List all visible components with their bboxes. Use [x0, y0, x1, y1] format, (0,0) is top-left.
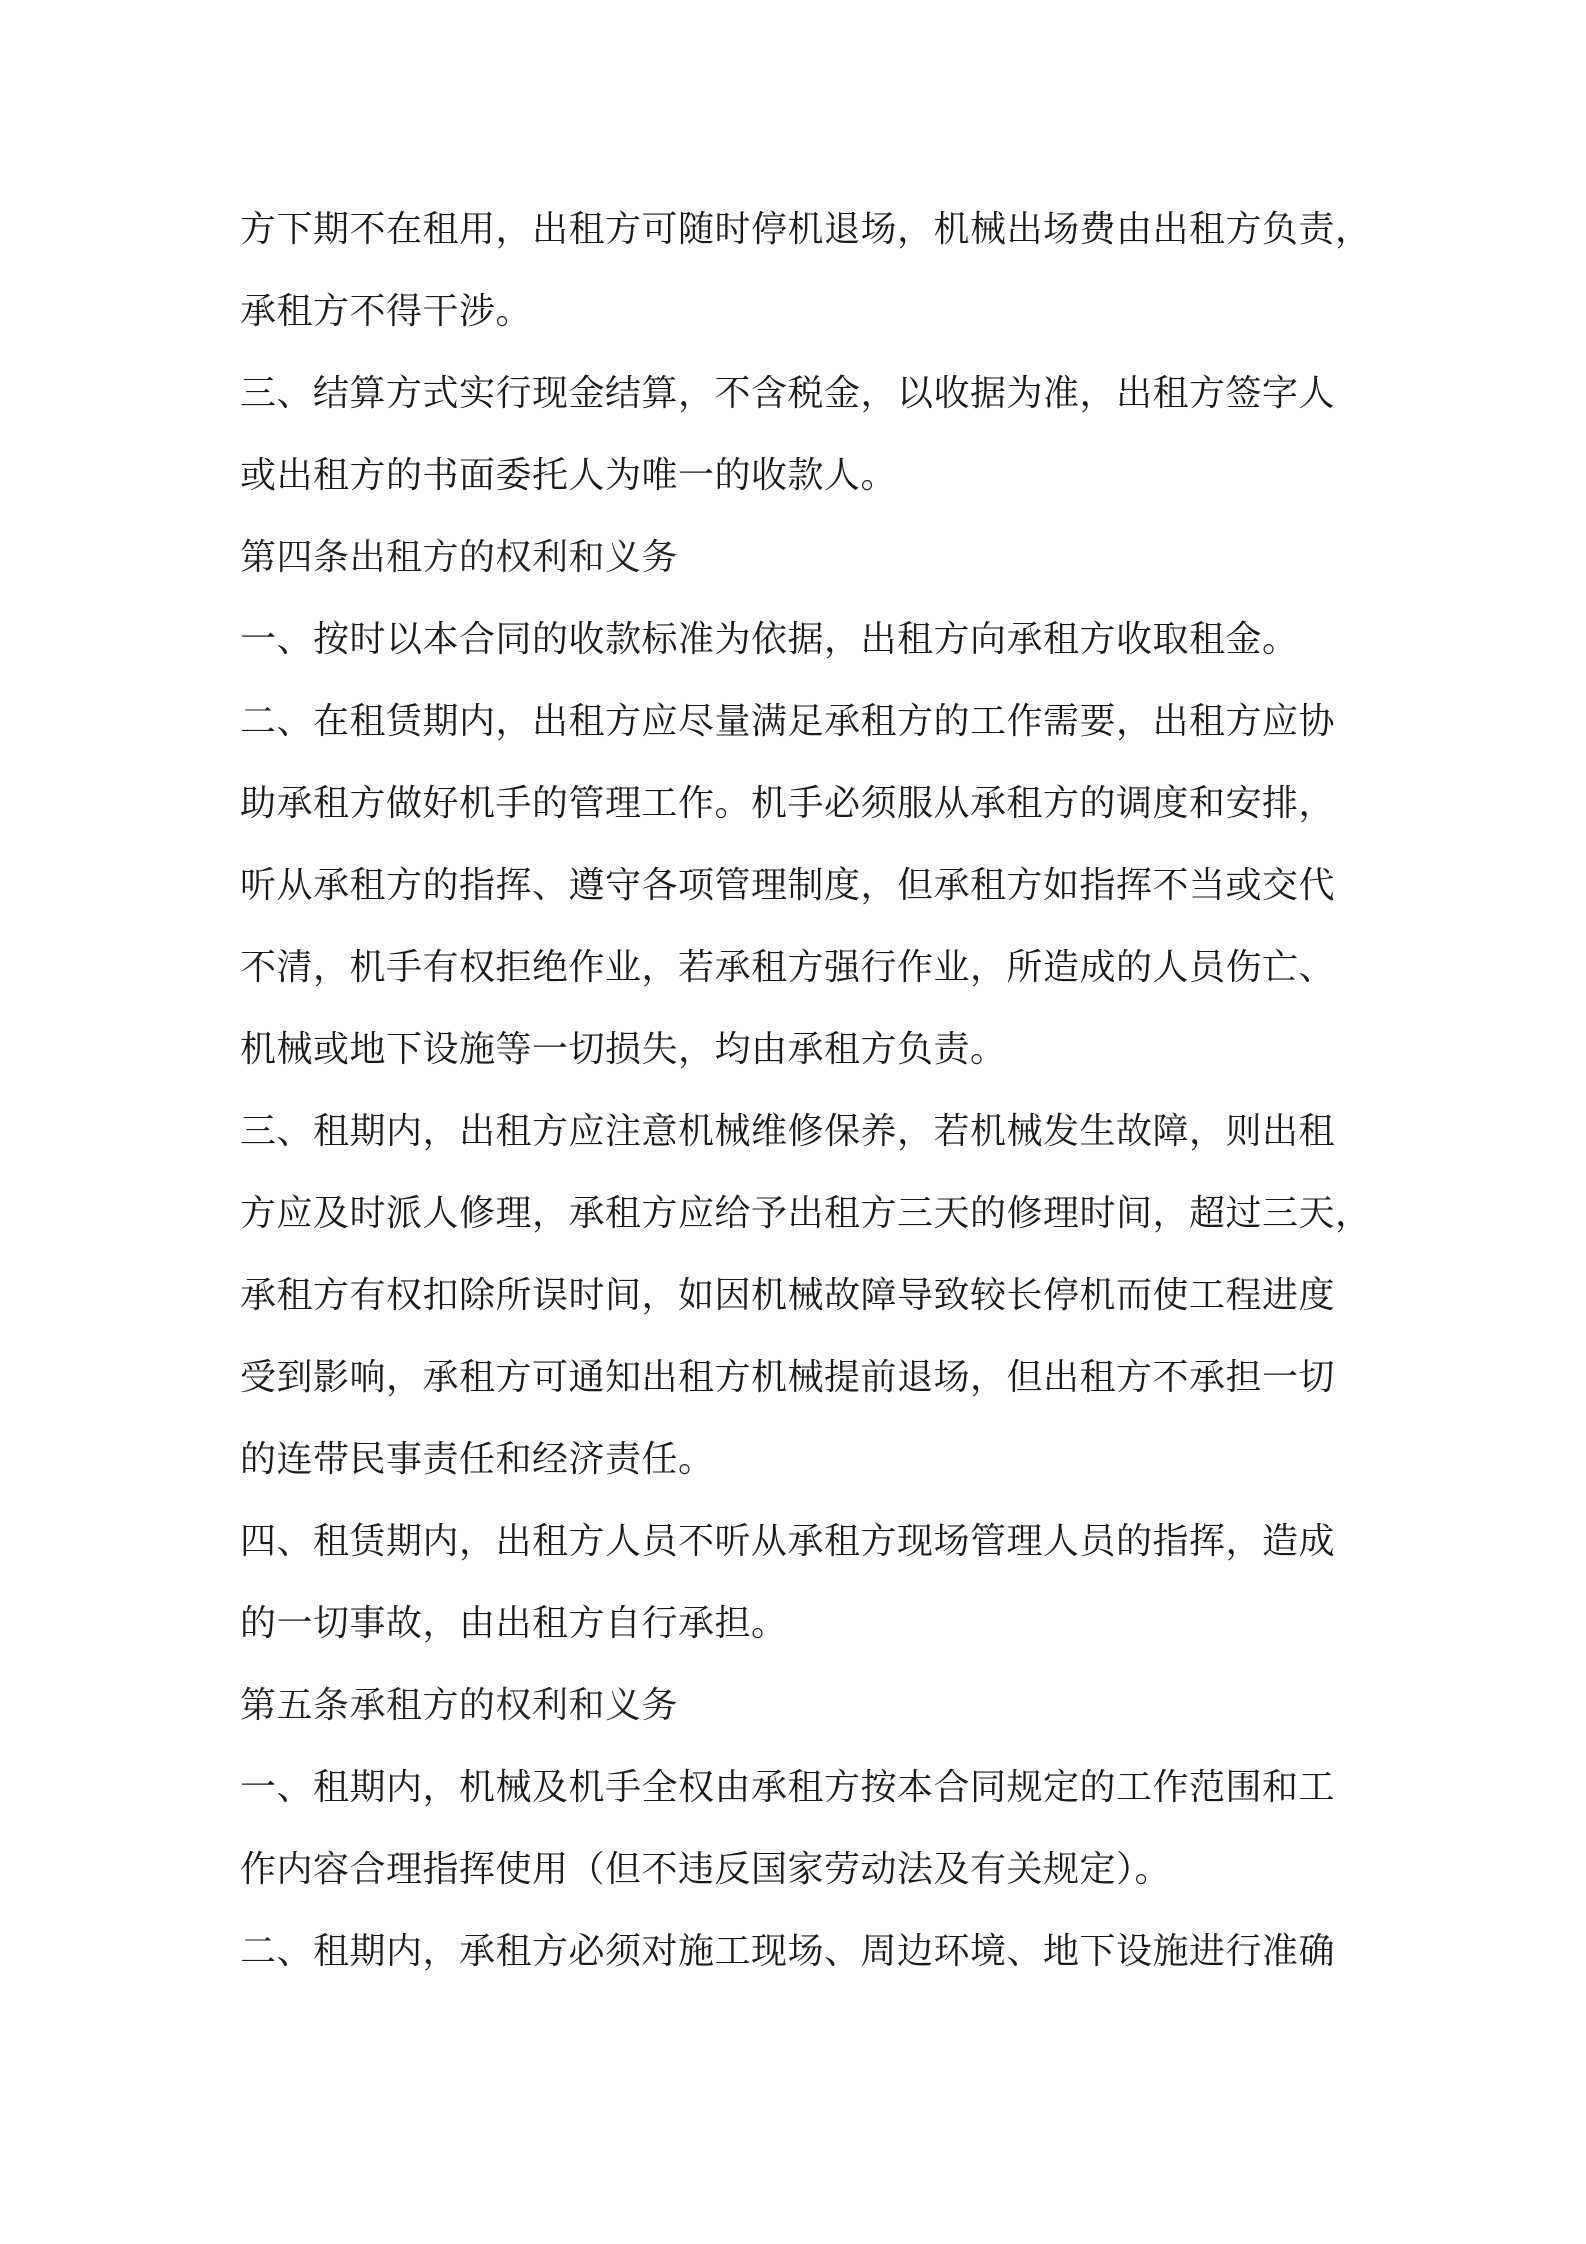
- text-line: 或出租方的书面委托人为唯一的收款人。: [240, 455, 898, 496]
- text-line: 的一切事故，由出租方自行承担。: [240, 1603, 788, 1644]
- text-line: 作内容合理指挥使用（但不违反国家劳动法及有关规定）。: [240, 1849, 1172, 1890]
- text-line: 听从承租方的指挥、遵守各项管理制度，但承租方如指挥不当或交代: [240, 865, 1336, 906]
- text-line: 助承租方做好机手的管理工作。机手必须服从承租方的调度和安排，: [240, 783, 1336, 824]
- text-line: 受到影响，承租方可通知出租方机械提前退场，但出租方不承担一切: [240, 1357, 1336, 1398]
- text-line: 二、在租赁期内，出租方应尽量满足承租方的工作需要，出租方应协: [240, 701, 1336, 742]
- contract-text: [240, 200, 1372, 2004]
- text-line: 承租方不得干涉。: [240, 291, 533, 332]
- text-line: 不清，机手有权拒绝作业，若承租方强行作业，所造成的人员伤亡、: [240, 947, 1336, 988]
- text-line: 方下期不在租用，出租方可随时停机退场，机械出场费由出租方负责，: [240, 209, 1372, 250]
- text-line: 三、结算方式实行现金结算，不含税金，以收据为准，出租方签字人: [240, 373, 1336, 414]
- text-line: 机械或地下设施等一切损失，均由承租方负责。: [240, 1029, 1007, 1070]
- text-line: 方应及时派人修理，承租方应给予出租方三天的修理时间，超过三天，: [240, 1193, 1372, 1234]
- text-line: 二、租期内，承租方必须对施工现场、周边环境、地下设施进行准确: [240, 1931, 1336, 1972]
- section-heading-article-5: 第五条承租方的权利和义务: [240, 1685, 679, 1726]
- text-line: 三、租期内，出租方应注意机械维修保养，若机械发生故障，则出租: [240, 1111, 1336, 1152]
- section-heading-article-4: 第四条出租方的权利和义务: [240, 537, 679, 578]
- text-line: 一、租期内，机械及机手全权由承租方按本合同规定的工作范围和工: [240, 1767, 1336, 1808]
- text-line: 的连带民事责任和经济责任。: [240, 1439, 715, 1480]
- text-line: 承租方有权扣除所误时间，如因机械故障导致较长停机而使工程进度: [240, 1275, 1336, 1316]
- text-line: 一、按时以本合同的收款标准为依据，出租方向承租方收取租金。: [240, 619, 1299, 660]
- text-line: 四、租赁期内，出租方人员不听从承租方现场管理人员的指挥，造成: [240, 1521, 1336, 1562]
